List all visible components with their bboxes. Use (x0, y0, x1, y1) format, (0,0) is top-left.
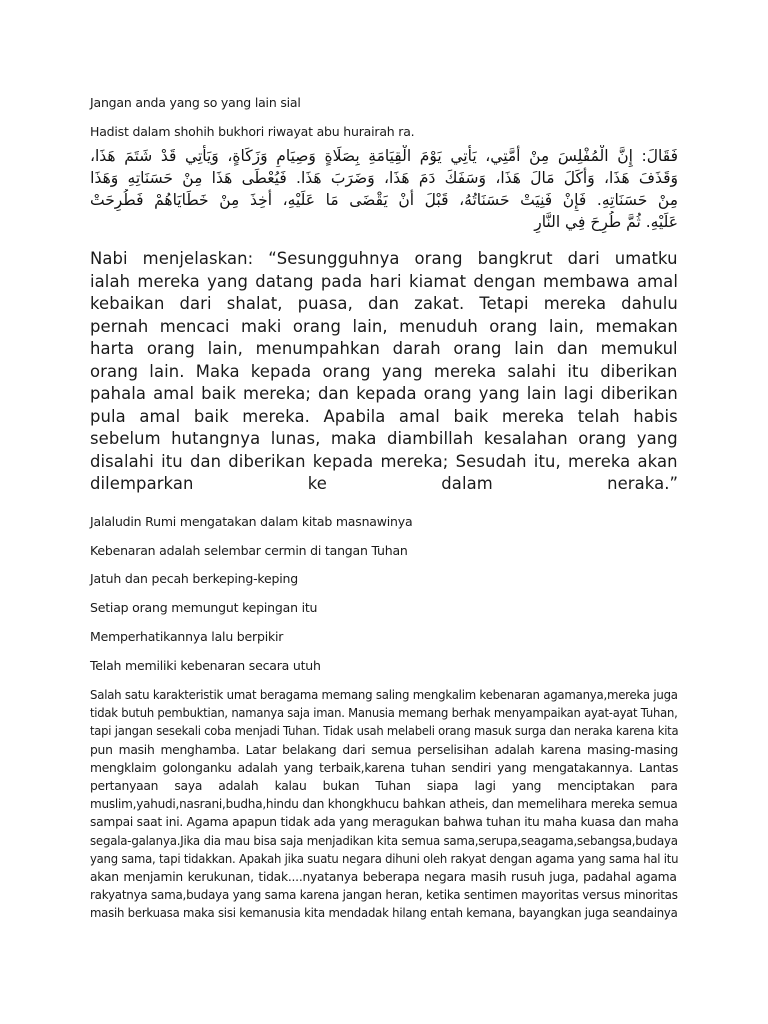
essay-line: mengklaim golonganku adalah yang terbaik,karena tuhan sendiri yang mengatakannya. Lantas (90, 760, 679, 775)
arabic-line: وَقَذَفَ هَذَا، وَأَكَلَ مَالَ هَذَا، وَسَفَكَ دَمَ هَذَا، وَضَرَبَ هَذَا. فَيُعْطَى هَذَا مِنْ حَسَنَاتِهِ وَهَذَا (90, 169, 678, 187)
essay-line: tapi jangan sesekali coba menjadi Tuhan. Tidak usah melabeli orang masuk surga dan neraka karena kita (90, 724, 679, 739)
essay-line: segala-galanya.Jika dia mau bisa saja menjadikan kita semua sama,serupa,seagama,sebangsa,budaya (90, 833, 678, 848)
essay-line: akan menjamin kerukunan, tidak....nyatanya beberapa negara masih rusuh juga, padahal agama (90, 870, 677, 885)
translation-line: ialah mereka yang datang pada hari kiamat dengan membawa amal (90, 271, 678, 291)
translation-line: orang lain. Maka kepada orang yang mereka salahi itu diberikan (90, 361, 678, 381)
poem-line: Setiap orang memungut kepingan itu (90, 600, 318, 615)
translation-paragraph (90, 248, 678, 496)
heading-line: Jangan anda yang so yang lain sial (90, 95, 301, 110)
arabic-hadith-text (90, 145, 678, 233)
poem-line: Telah memiliki kebenaran secara utuh (90, 658, 321, 673)
translation-line: pula amal baik mereka. Apabila amal baik mereka telah habis (90, 406, 678, 426)
translation-line: harta orang lain, menumpahkan darah orang lain dan memukul (90, 339, 678, 358)
poem-line: Jalaludin Rumi mengatakan dalam kitab masnawinya (90, 514, 413, 529)
essay-line: rakyatnya sama,budaya yang sama karena jangan heran, ketika sentimen mayoritas versus minoritas (90, 888, 678, 903)
essay-line: tidak butuh pembuktian, namanya saja iman. Manusia memang berhak menyampaikan ayat-ayat Tuhan, (90, 706, 678, 721)
document-page (90, 0, 678, 1024)
essay-line: yang sama, tapi tidakkan. Apakah jika suatu negara dihuni oleh rakyat dengan agama yang sama hal itu (90, 851, 679, 866)
arabic-line: مِنْ حَسَنَاتِهِ. فَإِنْ فَنِيَتْ حَسَنَاتُهُ، قَبْلَ أَنْ يَقْضَى مَا عَلَيْهِ، أُخِذَ مِنْ خَطَايَاهُمْ فَطُرِحَتْ (90, 191, 678, 209)
essay-line: pertanyaan saya adalah kalau bukan Tuhan siapa lagi yang menciptakan para (90, 779, 678, 794)
essay-line: pun masih menghamba. Latar belakang dari semua perselisihan adalah karena masing-masing (90, 742, 679, 757)
poem-line: Kebenaran adalah selembar cermin di tangan Tuhan (90, 543, 408, 558)
arabic-line: عَلَيْهِ. ثُمَّ طُرِحَ فِي النَّارِ (534, 213, 678, 231)
translation-line: Nabi menjelaskan: “Sesungguhnya orang bangkrut dari umatku (90, 249, 678, 268)
poem-line: Memperhatikannya lalu berpikir (90, 629, 284, 644)
translation-line: pernah mencaci maki orang lain, menuduh orang lain, memakan (90, 316, 678, 336)
translation-line: disalahi itu dan diberikan kepada mereka; Sesudah itu, mereka akan (90, 451, 678, 471)
translation-line: dilemparkan ke dalam neraka.” (90, 474, 679, 493)
essay-line: muslim,yahudi,nasrani,budha,hindu dan khongkhucu bahkan atheis, dan memelihara mereka semua (90, 797, 678, 812)
essay-line: masih berkuasa maka sisi kemanusia kita mendadak hilang entah kemana, bayangkan juga seandainya (90, 906, 678, 921)
essay-line: sampai saat ini. Agama apapun tidak ada yang meragukan bahwa tuhan itu maha kuasa dan maha (90, 815, 679, 830)
essay-paragraph (90, 686, 678, 923)
arabic-line: فَقَالَ: إِنَّ الْمُفْلِسَ مِنْ أُمَّتِي، يَأْتِي يَوْمَ الْقِيَامَةِ بِصَلَاةٍ وَصِيَامٍ وَزَكَاةٍ، وَيَأْتِي قَدْ شَتَمَ هَذَا، (90, 147, 678, 165)
translation-line: sebelum hutangnya lunas, maka diambillah kesalahan orang yang (90, 429, 678, 448)
hadist-intro: Hadist dalam shohih bukhori riwayat abu hurairah ra. (90, 124, 415, 139)
translation-line: pahala amal baik mereka; dan kepada orang yang lain lagi diberikan (90, 384, 678, 403)
translation-line: kebaikan dari shalat, puasa, dan zakat. Tetapi mereka dahulu (90, 294, 678, 313)
essay-line: Salah satu karakteristik umat beragama memang saling mengkalim kebenaran agamanya,mereka juga (90, 688, 678, 702)
poem-line: Jatuh dan pecah berkeping-keping (90, 571, 298, 586)
